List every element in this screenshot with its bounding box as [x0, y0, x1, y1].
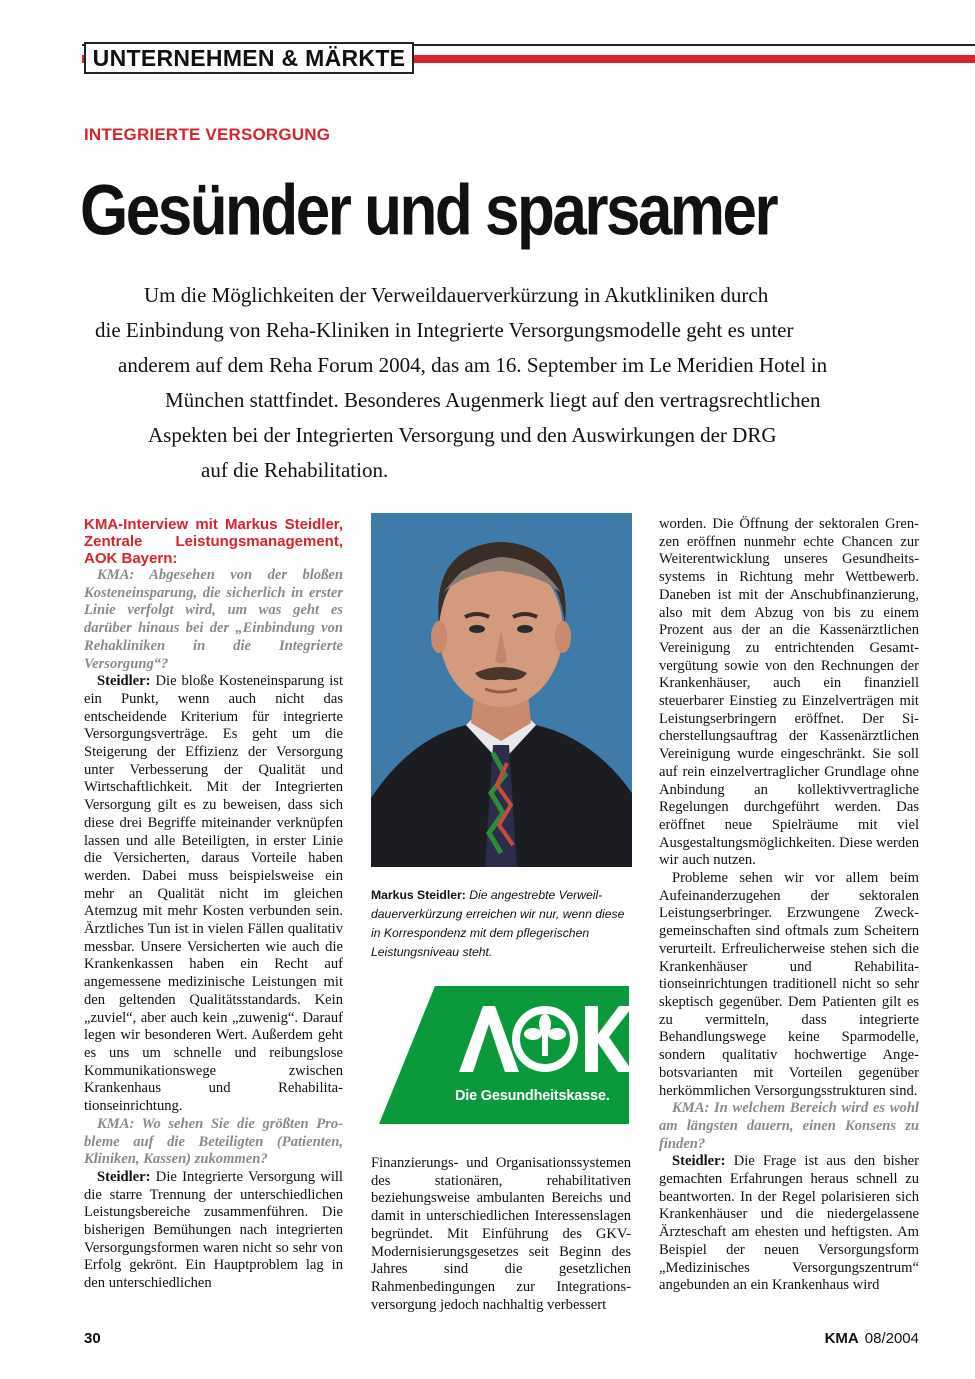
article-headline: Gesünder und sparsamer	[80, 171, 777, 251]
issue-label: 08/2004	[864, 1330, 919, 1347]
answer-1	[84, 673, 343, 1116]
caption-name: Markus Steidler:	[371, 888, 466, 902]
speaker-label: Steidler:	[672, 1153, 726, 1170]
answer-2-paragraph-2: Probleme sehen wir vor allem beim Aufeinanderzugehen der sektoralen Leistungserbringer. Erzwungene Zweckgemeinschaften sind oftmals zum Scheitern verurteilt. Erfreulicherweise stehen sich die Krankenhäuser und Rehabilitationseinrichtungen traditionell nicht so sehr skeptisch gegenüber. Dem Patienten gilt es zu vermitteln, dass integrierte Behandlungswege keine Sparmodelle, sondern qualitativ hochwertige Angebotsvarianten mit Vorteilen gegenüber herkömmlichen Versorgungsstrukturen sind.	[659, 870, 919, 1099]
aok-tagline: Die Gesundheitskasse.	[455, 1088, 610, 1104]
interview-intro: KMA-Interview mit Markus Steidler, Zentrale Leistungsmanagement, AOK Bayern:	[84, 516, 343, 567]
question-3: KMA: In welchem Bereich wird es wohl am längsten dauern, einen Konsens zu finden?	[659, 1100, 919, 1152]
lead-line: die Einbindung von Reha-Kliniken in Integrierte Versorgungsmodelle geht es unter	[95, 318, 794, 342]
article-kicker: INTEGRIERTE VERSORGUNG	[84, 125, 331, 144]
caption-text: Die angestrebte Verweildauerverkürzung erreichen wir nur, wenn diese in Korrespondenz mit dem pflegerischen Leistungsniveau steht.	[371, 888, 625, 959]
text-column-3	[659, 516, 919, 1295]
portrait-illustration	[371, 513, 632, 867]
page-number: 30	[84, 1330, 101, 1347]
answer-2-continued-col3: worden. Die Öffnung der sektoralen Grenzen eröffnen nunmehr echte Chancen zur Weiterentwicklung unseres Gesundheitssystems in Richtung mehr Wettbewerb. Daneben ist mit der Anschubfinanzierung, also mit dem Abzug von bis zu einem Prozent aus der an die Kassenärztlichen Vereinigung zu entrichtenden Gesamtvergütung sowie von den Rechnungen der Krankenhäuser, auch ein finanziell steuerbarer Einstieg zu Einzelverträgen mit Leistungserbringern eröffnet. Der Sicherstellungsauftrag der Kassenärztlichen Vereinigung wurde eingeschränkt. Sie soll auf rein einzelvertraglicher Grundlage ohne Anbindung an kollektivvertragliche Regelungen durchgeführt werden. Das eröffnet neue Spielräume mit viel Ausgestaltungsmöglichkeiten. Diese werden wir auch nutzen.	[659, 516, 919, 869]
aok-logo-graphic	[371, 984, 631, 1126]
question-2: KMA: Wo sehen Sie die größten Probleme auf die Beteiligten (Patienten, Kliniken, Kassen) zukommen?	[84, 1115, 343, 1168]
magazine-footer	[825, 1330, 919, 1347]
answer-3	[659, 1153, 919, 1295]
question-1: KMA: Abgesehen von der bloßen Kosteneinsparung, die sicherlich in erster Linie verfolgt wird, um was geht es darüber hinaus bei der „Einbindung von Rehakliniken in die Integrierte Versorgung“?	[84, 567, 343, 672]
section-label: UNTERNEHMEN & MÄRKTE	[84, 42, 414, 74]
magazine-name: KMA	[824, 1330, 859, 1347]
answer-1-text: Die bloße Kosteneinsparung ist ein Punkt, wenn auch nicht das entscheidende Kriterium für integrierte Versorgungsverträge. Es geht um die Steigerung der Effizienz der Versorgung unter Verbesserung der Qualität und Wirtschaftlichkeit. Mit der Integrierten Versorgung gilt es zu beweisen, dass sich diese drei Begriffe miteinander verknüpfen lassen und alle Beteiligten, in erster Linie die Versicherten, daraus Vorteile haben werden. Dabei muss beispielsweise ein mehr an Qualität nicht im gleichen Atemzug mit mehr Kosten verbunden sein. Ärztliches Tun ist in vielen Fällen qualitativ messbar. Unsere Versicherten wie auch die Krankenkassen haben ein Recht auf angemessene medizinische Leistungen mit den geltenden Qualitätsstandards. Kein „zuviel“, aber auch kein „zuwenig“. Darauf legen wir besonderen Wert. Außerdem geht es uns um schnelle und reibungslose Kommunikationswege zwischen Krankenhaus und Rehabilitationseinrichtung.	[84, 673, 343, 1115]
answer-3-text: Die Frage ist aus den bisher gemachten Erfahrungen heraus schnell zu beantworten. In der Regel polarisieren sich Krankenhäuser und die niedergelassene Ärzteschaft am ehesten und heftigsten. Am Beispiel der neuen Versorgungsform „Medizinisches Versorgungszentrum“ angebunden an ein Krankenhaus wird	[659, 1153, 919, 1294]
lead-line: anderem auf dem Reha Forum 2004, das am 16. September im Le Meridien Hotel in	[118, 353, 828, 377]
speaker-label: Steidler:	[97, 1168, 151, 1185]
lead-line: Um die Möglichkeiten der Verweildauerverkürzung in Akutkliniken durch	[144, 283, 769, 307]
photo-caption	[371, 886, 633, 962]
lead-line: Aspekten bei der Integrierten Versorgung und den Auswirkungen der DRG	[148, 423, 777, 447]
portrait-photo	[371, 513, 632, 867]
aok-logo	[371, 984, 631, 1126]
speaker-label: Steidler:	[97, 673, 151, 690]
answer-2-text-col1: Die Integrierte Versorgung will die starre Trennung der unterschiedlichen Leistungsbereiche zusammenführen. Die bisherigen Bemühungen nach integrierten Versorgungsformen waren nicht so sehr von Erfolg gekrönt. Ein Hauptproblem lag in den unterschiedlichen	[84, 1168, 343, 1292]
aok-wordmark	[371, 984, 372, 985]
text-column-2	[371, 1155, 631, 1314]
text-column-1	[84, 516, 343, 1293]
answer-2-continued: Finanzierungs- und Organisationssystemen des stationären, rehabilitativen beziehungsweise ambulanten Bereichs und damit in unterschiedlichen Interessenslagen begründet. Mit Einführung des GKV- Modernisierungsgesetzes seit Beginn des Jahres sind die gesetzlichen Rahmenbedingungen zur Integrationsversorgung jedoch nachhaltig verbessert	[371, 1155, 631, 1313]
answer-2	[84, 1169, 343, 1293]
lead-line: auf die Rehabilitation.	[201, 458, 389, 482]
lead-line: München stattfindet. Besonderes Augenmerk liegt auf den vertragsrechtlichen	[165, 388, 821, 412]
